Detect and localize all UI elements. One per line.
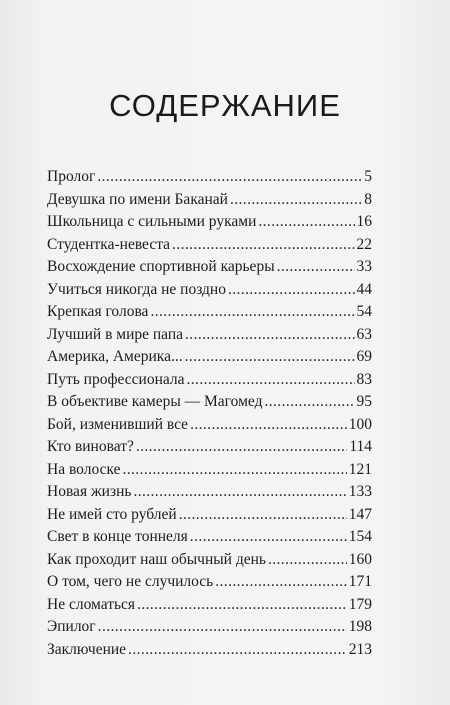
toc-dot-leader [277, 256, 355, 279]
toc-entry-page-number: 63 [356, 325, 372, 343]
toc-dot-leader [215, 571, 347, 594]
toc-entry-page-number: 33 [356, 258, 372, 275]
toc-entry-page-number: 44 [356, 280, 372, 298]
toc-entry-page-number: 171 [348, 573, 372, 590]
toc-dot-leader [228, 279, 355, 302]
toc-dot-leader [150, 301, 354, 324]
toc-entry-title: Не имей сто рублей [47, 505, 177, 523]
toc-entry-page-number: 179 [348, 595, 372, 613]
toc-entry [47, 594, 372, 617]
toc-entry-page-number: 121 [348, 460, 372, 478]
page-title: СОДЕРЖАНИЕ [109, 88, 341, 123]
toc-dot-leader [264, 391, 354, 414]
toc-entry [47, 301, 372, 324]
toc-entry-title: Бой, изменивший все [47, 415, 189, 433]
toc-entry-title: О том, чего не случилось [47, 573, 214, 590]
toc-dot-leader [98, 616, 347, 639]
toc-entry-title: Не сломаться [47, 595, 136, 613]
toc-dot-leader [133, 481, 346, 504]
toc-entry-page-number: 54 [356, 303, 372, 320]
toc-entry-page-number: 198 [348, 618, 372, 635]
toc-entry [47, 369, 372, 392]
toc-entry-page-number: 95 [356, 393, 372, 410]
toc-entry [47, 234, 372, 257]
toc-entry-page-number: 83 [356, 370, 372, 388]
toc-dot-leader [190, 414, 347, 437]
toc-entry-title: Восхождение спортивной карьеры [47, 258, 275, 275]
toc-entry-page-number: 160 [348, 550, 372, 568]
toc-entry-title: Крепкая голова [47, 303, 149, 320]
toc-entry [47, 279, 372, 302]
toc-dot-leader [230, 189, 362, 212]
toc-dot-leader [179, 504, 347, 527]
toc-entry-title: В объективе камеры — Магомед [47, 393, 263, 410]
toc-dot-leader [185, 324, 354, 347]
toc-dot-leader [190, 526, 347, 549]
toc-entry-title: Америка, Америка... [47, 348, 183, 365]
toc-entry-title: Эпилог [47, 618, 96, 635]
toc-entry [47, 391, 372, 414]
toc-entry-title: Кто виноват? [47, 438, 134, 455]
toc-dot-leader [187, 369, 355, 392]
toc-entry [47, 436, 372, 459]
toc-entry [47, 616, 372, 639]
toc-dot-leader [128, 639, 347, 662]
toc-entry [47, 324, 372, 347]
toc-entry-title: Новая жизнь [47, 483, 132, 500]
toc-entry [47, 256, 372, 279]
toc-entry-title: На волоске [47, 460, 121, 478]
toc-entry-title: Девушка по имени Баканай [47, 190, 228, 208]
toc-dot-leader [97, 166, 362, 189]
toc-dot-leader [136, 436, 347, 459]
toc-entry-page-number: 69 [356, 348, 372, 365]
toc-entry [47, 414, 372, 437]
toc-dot-leader [172, 234, 354, 257]
toc-entry-page-number: 114 [349, 438, 372, 455]
toc-entry-title: Путь профессионала [47, 370, 185, 388]
toc-entry-title: Студентка-невеста [47, 235, 171, 253]
toc-entry [47, 526, 372, 549]
toc-entry [47, 571, 372, 594]
toc-entry [47, 549, 372, 572]
toc-entry-page-number: 100 [348, 415, 372, 433]
toc-entry [47, 211, 372, 234]
toc-entry [47, 189, 372, 212]
toc-entry [47, 459, 372, 482]
toc-entry-page-number: 133 [348, 483, 372, 500]
toc-dot-leader [268, 549, 347, 572]
toc-entry-title: Учиться никогда не поздно [47, 280, 226, 298]
toc-entry-title: Как проходит наш обычный день [47, 550, 266, 568]
toc-entry [47, 504, 372, 527]
toc-entry-page-number: 147 [348, 505, 372, 523]
toc-entry [47, 639, 372, 662]
toc-entry-page-number: 22 [356, 235, 372, 253]
toc-entry-title: Школьница с сильными руками [47, 213, 257, 230]
toc-entry-title: Заключение [47, 640, 127, 658]
table-of-contents [47, 166, 372, 661]
toc-dot-leader [137, 594, 347, 617]
toc-entry-title: Свет в конце тоннеля [47, 528, 188, 545]
toc-dot-leader [258, 211, 354, 234]
toc-entry-page-number: 8 [364, 190, 372, 208]
toc-entry-page-number: 5 [364, 168, 372, 185]
toc-entry-page-number: 16 [356, 213, 372, 230]
toc-entry-title: Лучший в мире папа [47, 325, 184, 343]
toc-dot-leader [122, 459, 346, 482]
toc-entry-title: Пролог [47, 168, 96, 185]
toc-entry [47, 166, 372, 189]
toc-entry [47, 346, 372, 369]
toc-entry-page-number: 154 [348, 528, 372, 545]
toc-entry-page-number: 213 [348, 640, 372, 658]
toc-entry [47, 481, 372, 504]
toc-dot-leader [185, 346, 355, 369]
